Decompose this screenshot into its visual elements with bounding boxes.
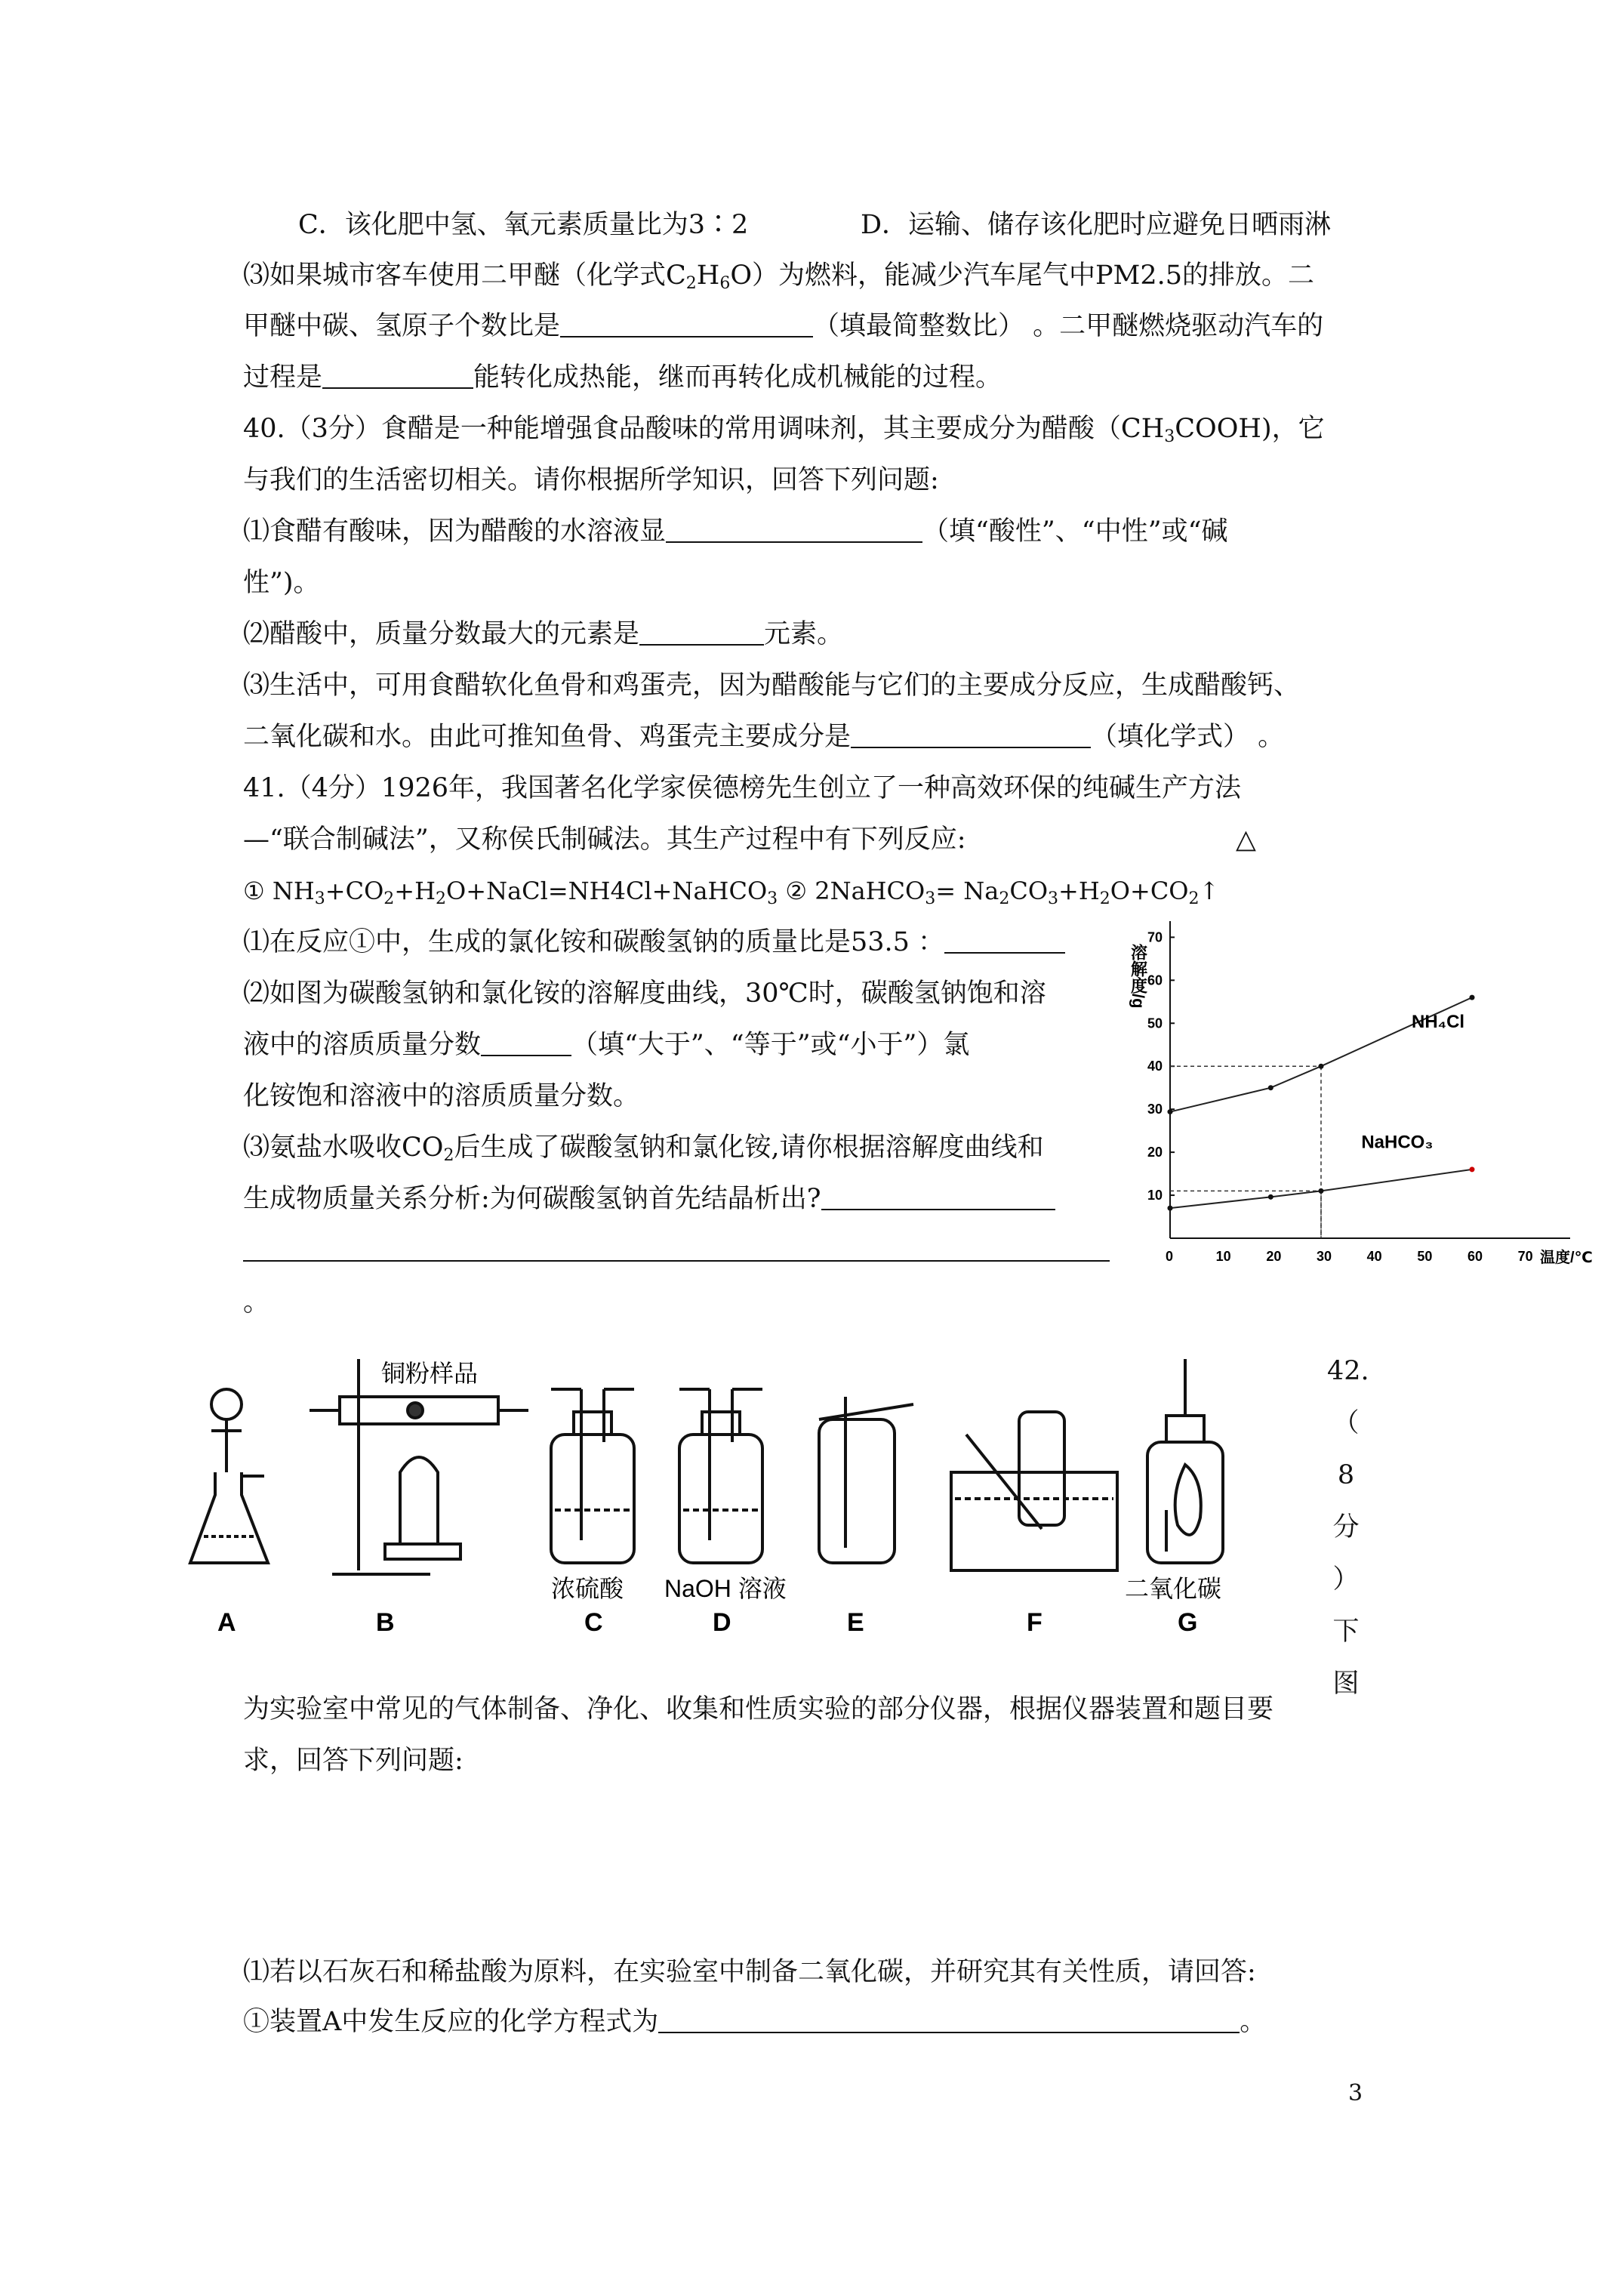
apparatus-a-flask <box>190 1389 268 1563</box>
label-b: B <box>376 1608 395 1637</box>
x-tick-label: 70 <box>1517 1249 1533 1264</box>
q41-3-line1: ⑶氨盐水吸收$CO_2$后生成了碳酸氢钠和氯化铵,请你根据溶解度曲线和 <box>243 1133 1044 1165</box>
q40-2: ⑵醋酸中，质量分数最大的元素是 元素。 <box>243 619 844 649</box>
x-tick-label: 40 <box>1366 1249 1382 1264</box>
label-e: E <box>847 1608 864 1637</box>
apparatus-figure <box>189 1359 1261 1646</box>
answer-blank[interactable] <box>243 1237 1110 1262</box>
x-tick-label: 10 <box>1215 1249 1231 1264</box>
q40-stem-line1: 40.（3分）食醋是一种能增强食品酸味的常用调味剂，其主要成分为醋酸$(CH_3COOH)$，它 <box>243 414 1325 446</box>
y-tick-label: 10 <box>1147 1188 1163 1203</box>
q42-number: 42. <box>1327 1356 1369 1386</box>
y-tick-label: 70 <box>1147 929 1163 945</box>
q42-char: 分 <box>1332 1512 1360 1542</box>
q42-char: 下 <box>1332 1616 1360 1647</box>
q40-1-line2: 性”)。 <box>243 568 320 598</box>
option-d: D．运输、储存该化肥时应避免日晒雨淋 <box>861 210 1332 240</box>
q39-3-line3: 过程是 能转化成热能，继而再转化成机械能的过程。 <box>243 362 1002 393</box>
label-f: F <box>1027 1608 1042 1637</box>
q40-3-line2: 二氧化碳和水。由此可推知鱼骨、鸡蛋壳主要成分是 （填化学式） 。 <box>243 722 1285 752</box>
answer-blank[interactable] <box>821 1186 1055 1210</box>
q41-reactions: ① $NH_3+CO_2+H_2O+NaCl=NH4Cl+NaHCO_3$ ② 2NaHCO$_3$= $Na_2CO_3+H_2O+CO_2↑$ <box>243 877 1220 908</box>
q40-1-line1: ⑴食醋有酸味，因为醋酸的水溶液显 （填“酸性”、“中性”或“碱 <box>243 516 1228 547</box>
x-tick-label: 0 <box>1166 1249 1174 1264</box>
q41-stem-line2: —“联合制碱法”，又称侯氏制碱法。其生产过程中有下列反应: <box>243 824 966 855</box>
q41-1: ⑴在反应①中，生成的氯化铵和碳酸氢钠的质量比是53.5 ： <box>243 927 1065 957</box>
series-label: NH₄Cl <box>1412 1011 1465 1032</box>
x-tick-label: 50 <box>1417 1249 1433 1264</box>
q42-vertical-stem <box>1327 1345 1369 1710</box>
chart-axes <box>1170 921 1570 1238</box>
apparatus-b-tube <box>310 1359 528 1574</box>
q42-1-eq: ①装置A中发生反应的化学方程式为 。 <box>243 2007 1267 2037</box>
chart-ticks <box>1147 929 1533 1264</box>
chart-guides <box>1170 1066 1321 1238</box>
answer-blank[interactable] <box>481 1032 571 1056</box>
y-tick-label: 60 <box>1147 972 1163 988</box>
q42-char: （ <box>1332 1408 1360 1438</box>
answer-blank[interactable] <box>322 365 473 389</box>
page-number: 3 <box>1348 2080 1363 2106</box>
label-c: C <box>584 1608 603 1637</box>
data-point <box>1319 1064 1324 1069</box>
answer-blank[interactable] <box>944 929 1065 954</box>
q42-stem-line1: 为实验室中常见的气体制备、净化、收集和性质实验的部分仪器，根据仪器装置和题目要 <box>243 1694 1274 1724</box>
y-tick-label: 50 <box>1147 1015 1163 1031</box>
q42-stem-line2: 求，回答下列问题: <box>243 1746 463 1776</box>
x-tick-label: 60 <box>1467 1249 1483 1264</box>
apparatus-c-bottle <box>551 1389 634 1563</box>
answer-blank[interactable] <box>666 519 922 543</box>
label-a: A <box>217 1608 236 1637</box>
caption-c: 浓硫酸 <box>551 1575 624 1602</box>
q39-3-line2: 甲醚中碳、氢原子个数比是 （填最简整数比） 。二甲醚燃烧驱动汽车的 <box>243 311 1324 341</box>
q42-1: ⑴若以石灰石和稀盐酸为原料，在实验室中制备二氧化碳，并研究其有关性质，请回答: <box>243 1957 1256 1987</box>
answer-blank[interactable] <box>658 2009 1240 2033</box>
q41-3-end: 。 <box>243 1287 270 1318</box>
q42-char: 8 <box>1337 1460 1355 1490</box>
q40-stem-line2: 与我们的生活密切相关。请你根据所学知识，回答下列问题: <box>243 465 939 495</box>
x-tick-label: 20 <box>1266 1249 1282 1264</box>
data-point <box>1470 995 1475 1000</box>
answer-blank[interactable] <box>560 313 813 337</box>
q39-3-line1: ⑶如果城市客车使用二甲醚（化学式$C_2H_6O$）为燃料，能减少汽车尾气中PM2.5的排放。二 <box>243 260 1315 293</box>
q41-stem-line1: 41.（4分）1926年，我国著名化学家侯德榜先生创立了一种高效环保的纯碱生产方法 <box>243 773 1242 803</box>
caption-g: 二氧化碳 <box>1125 1575 1222 1602</box>
y-tick-label: 20 <box>1147 1145 1163 1160</box>
q40-3-line1: ⑶生活中，可用食醋软化鱼骨和鸡蛋壳，因为醋酸能与它们的主要成分反应，生成醋酸钙、 <box>243 670 1301 701</box>
caption-b: 铜粉样品 <box>381 1360 479 1387</box>
apparatus-d-bottle <box>679 1389 762 1563</box>
option-c: C．该化肥中氢、氧元素质量比为3∶2 <box>298 210 749 240</box>
y-tick-label: 40 <box>1147 1059 1163 1074</box>
y-tick-label: 30 <box>1147 1102 1163 1117</box>
data-point <box>1268 1194 1273 1200</box>
heat-triangle: △ <box>1236 824 1256 855</box>
data-point <box>1470 1166 1475 1172</box>
answer-blank[interactable] <box>851 724 1091 748</box>
data-point <box>1168 1109 1173 1114</box>
x-axis-label: 温度/℃ <box>1540 1250 1593 1266</box>
q41-3-line2: 生成物质量关系分析:为何碳酸氢钠首先结晶析出? <box>243 1184 1055 1214</box>
data-point <box>1168 1206 1173 1211</box>
apparatus-g-bottle <box>1147 1359 1223 1563</box>
series-label: NaHCO₃ <box>1361 1132 1434 1153</box>
apparatus-e-jar <box>819 1397 913 1563</box>
answer-blank[interactable] <box>639 621 764 646</box>
label-d: D <box>713 1608 731 1637</box>
data-point <box>1319 1188 1324 1194</box>
q41-2-line2: 液中的溶质质量分数 （填“大于”、“等于”或“小于”）氯 <box>243 1030 970 1060</box>
label-g: G <box>1178 1608 1198 1637</box>
apparatus-f-trough <box>951 1412 1117 1570</box>
caption-d: NaOH 溶液 <box>664 1575 787 1602</box>
q42-char: ） <box>1332 1564 1360 1595</box>
data-point <box>1268 1085 1273 1090</box>
q41-2-line1: ⑵如图为碳酸氢钠和氯化铵的溶解度曲线，30℃时，碳酸氢钠饱和溶 <box>243 978 1046 1009</box>
y-axis-label: 溶解度/g <box>1129 944 1148 1009</box>
q41-2-line3: 化铵饱和溶液中的溶质质量分数。 <box>243 1081 640 1111</box>
solubility-chart <box>1129 906 1593 1284</box>
q42-char: 图 <box>1332 1669 1360 1699</box>
x-tick-label: 30 <box>1317 1249 1332 1264</box>
q41-3-line3 <box>243 1235 1110 1265</box>
